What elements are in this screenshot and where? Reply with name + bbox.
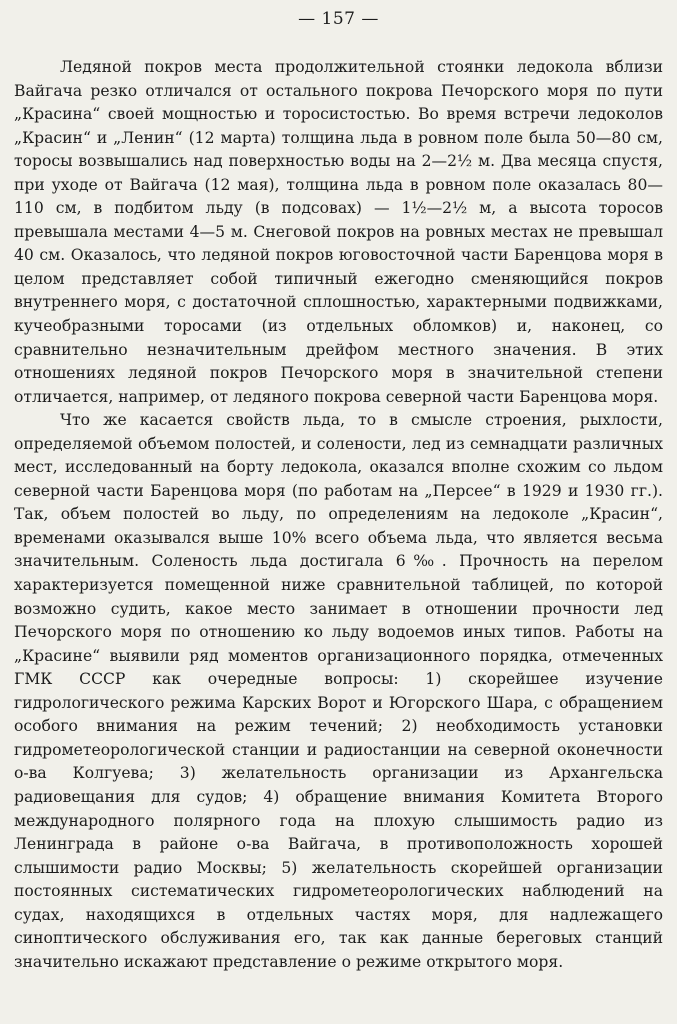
page-number: — 157 — xyxy=(298,9,379,29)
paragraph-ice-cover: Ледяной покров места продолжительной стоянки ледокола вблизи Вайгача резко отличался от остального покрова Печорского моря по пути „Красина“ своей мощностью и торосистостью. Во время встречи ледоколов „Красин“ и „Ленин“ (12 марта) толщина льда в ровном поле была 50—80 см, торосы возвышались над поверхностью воды на 2—2½ м. Два месяца спустя, при уходе от Вайгача (12 мая), толщина льда в ровном поле оказалась 80—110 см, в подбитом льду (в подсовах) — 1½—2½ м, а высота торосов превышала местами 4—5 м. Снеговой покров на ровных местах не превышал 40 см. Оказалось, что ледяной покров юговосточной части Баренцова моря в целом представляет собой типичный ежегодно сменяющийся покров внутреннего моря, с достаточной сплошностью, характерными подвижками, кучеобразными торосами (из отдельных обломков) и, наконец, со сравнительно незначительным дрейфом местного значения. В этих отношениях ледяной покров Печорского моря в значительной степени отличается, например, от ледяного покрова северной части Баренцова моря. xyxy=(14,58,663,406)
paragraph-ice-properties: Что же касается свойств льда, то в смысле строения, рыхлости, определяемой объемом полостей, и солености, лед из семнадцати различных мест, исследованный на борту ледокола, оказался вполне схожим со льдом северной части Баренцова моря (по работам на „Персее“ в 1929 и 1930 гг.). Так, объем полостей во льду, по определениям на ледоколе „Красин“, временами оказывался выше 10% всего объема льда, что является весьма значительным. Соленость льда достигала 6‰. Прочность на перелом характеризуется помещенной ниже сравнительной таблицей, по которой возможно судить, какое место занимает в отношении прочности лед Печорского моря по отношению ко льду водоемов иных типов. Работы на „Красине“ выявили ряд моментов организационного порядка, отмеченных ГМК СССР как очередные вопросы: 1) скорейшее изучение гидрологического режима Карских Ворот и Югорского Шара, с обращением особого внимания на режим течений; 2) необходимость установки гидрометеорологической станции и радиостанции на северной оконечности о-ва Колгуева; 3) желательность организации из Архангельска радиовещания для судов; 4) обращение внимания Комитета Второго международного полярного года на плохую слышимость радио из Ленинграда в районе о-ва Вайгача, в противоположность хорошей слышимости радио Москвы; 5) желательность скорейшей организации постоянных систематических гидрометеорологических наблюдений на судах, находящихся в отдельных частях моря, для надлежащего синоптического обслуживания его, так как данные береговых станций значительно искажают представление о режиме открытого моря. xyxy=(14,411,663,971)
